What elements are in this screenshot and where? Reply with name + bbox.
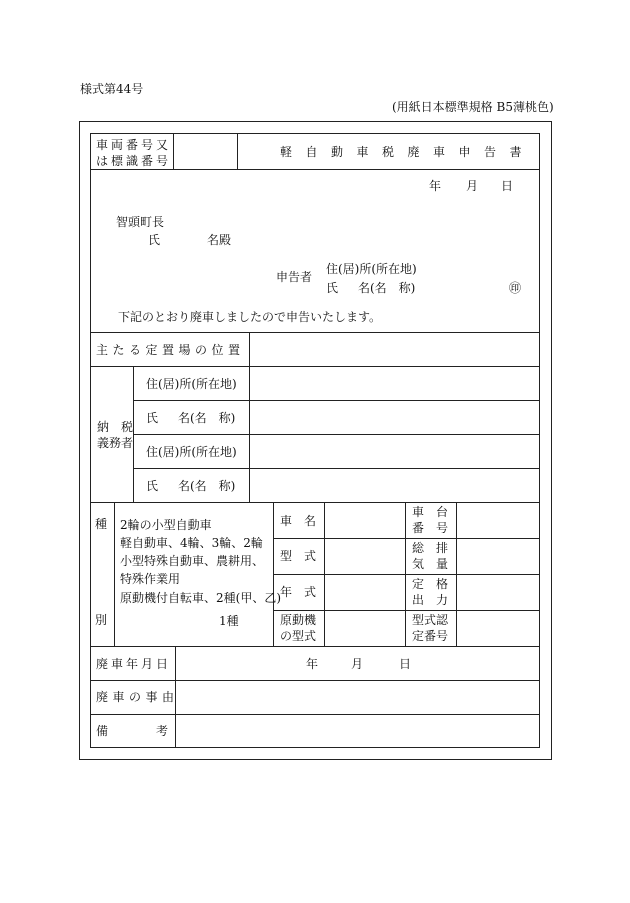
plate-number-field[interactable] xyxy=(176,140,234,164)
plate-label: は標識番号 xyxy=(96,154,172,168)
category-option: 1種 xyxy=(219,614,239,628)
category-label: 種 xyxy=(95,517,108,531)
divider xyxy=(405,502,406,646)
chassis-label: 番 号 xyxy=(412,521,449,535)
category-option: 特殊作業用 xyxy=(120,572,181,586)
taxpayer-label: 納 税 xyxy=(97,420,134,434)
scrap-date-day: 日 xyxy=(399,657,412,671)
scrap-date-label: 廃車年月日 xyxy=(96,657,172,671)
displacement-label: 総 排 xyxy=(412,541,449,555)
divider xyxy=(114,502,115,646)
displacement-label: 気 量 xyxy=(412,557,449,571)
plate-label: 車両番号又 xyxy=(96,138,172,152)
divider xyxy=(133,400,540,401)
seal-mark: ㊞ xyxy=(509,281,522,295)
divider xyxy=(173,133,174,169)
scrap-reason-label: 廃車の事由 xyxy=(96,690,179,704)
divider xyxy=(249,332,250,502)
taxpayer-address-label: 住(居)所(所在地) xyxy=(146,445,237,459)
taxpayer-address-label: 住(居)所(所在地) xyxy=(146,377,237,391)
divider xyxy=(133,468,540,469)
remarks-label: 備 xyxy=(96,724,109,738)
divider xyxy=(90,714,540,715)
divider xyxy=(90,366,540,367)
model-label: 型 式 xyxy=(280,549,317,563)
taxpayer-label: 義務者 xyxy=(97,436,134,450)
category-option: 原動機付自転車、2種(甲、乙) xyxy=(120,591,281,605)
remarks-label: 考 xyxy=(156,724,169,738)
engine-model-label: の型式 xyxy=(280,629,317,643)
divider xyxy=(273,502,274,646)
divider xyxy=(273,538,540,539)
scrap-date-year: 年 xyxy=(306,657,319,671)
taxpayer-name-label: 氏 xyxy=(146,479,159,493)
year-type-label: 年 式 xyxy=(280,585,317,599)
category-option: 軽自動車、4輪、3輪、2輪 xyxy=(120,536,263,550)
divider xyxy=(90,332,540,333)
addressee-name-label: 氏 xyxy=(148,233,161,247)
form-title: 軽自動車税廃車申告書 xyxy=(280,145,536,159)
addressee-name-suffix: 名殿 xyxy=(207,233,232,247)
date-month-label: 月 xyxy=(466,179,479,193)
divider xyxy=(90,680,540,681)
category-label: 別 xyxy=(95,613,108,627)
declarant-name-label: 氏 xyxy=(326,281,339,295)
chassis-label: 車 台 xyxy=(412,505,449,519)
type-approval-label: 定番号 xyxy=(412,629,449,643)
category-option: 2輪の小型自動車 xyxy=(120,518,212,532)
vehicle-name-label: 車 名 xyxy=(280,514,317,528)
date-year-label: 年 xyxy=(429,179,442,193)
declarant-address-label: 住(居)所(所在地) xyxy=(326,262,417,276)
paper-spec: (用紙日本標準規格 B5薄桃色) xyxy=(392,100,554,114)
main-location-label: 主たる定置場の位置 xyxy=(96,343,245,357)
engine-model-label: 原動機 xyxy=(280,613,317,627)
form-number: 様式第44号 xyxy=(80,82,144,96)
main-location-field[interactable] xyxy=(252,336,536,362)
divider xyxy=(324,502,325,646)
rated-output-label: 定 格 xyxy=(412,577,449,591)
divider xyxy=(273,574,540,575)
addressee: 智頭町長 xyxy=(116,215,165,229)
taxpayer-name-label: 名(名 称) xyxy=(178,411,236,425)
divider xyxy=(456,502,457,646)
rated-output-label: 出 力 xyxy=(412,593,449,607)
taxpayer-name-label: 名(名 称) xyxy=(178,479,236,493)
declarant-name-label: 名(名 称) xyxy=(358,281,416,295)
divider xyxy=(273,610,540,611)
divider xyxy=(237,133,238,169)
taxpayer-name-label: 氏 xyxy=(146,411,159,425)
scrap-date-month: 月 xyxy=(351,657,364,671)
date-day-label: 日 xyxy=(501,179,514,193)
statement: 下記のとおり廃車しましたので申告いたします。 xyxy=(118,310,382,324)
remarks-field[interactable] xyxy=(178,718,536,744)
declarant-label: 申告者 xyxy=(276,270,313,284)
divider xyxy=(133,366,134,502)
divider xyxy=(133,434,540,435)
divider xyxy=(90,646,540,647)
category-option: 小型特殊自動車、農耕用、 xyxy=(120,554,265,568)
divider xyxy=(90,502,540,503)
type-approval-label: 型式認 xyxy=(412,613,449,627)
scrap-reason-field[interactable] xyxy=(178,684,536,710)
divider xyxy=(90,169,540,170)
